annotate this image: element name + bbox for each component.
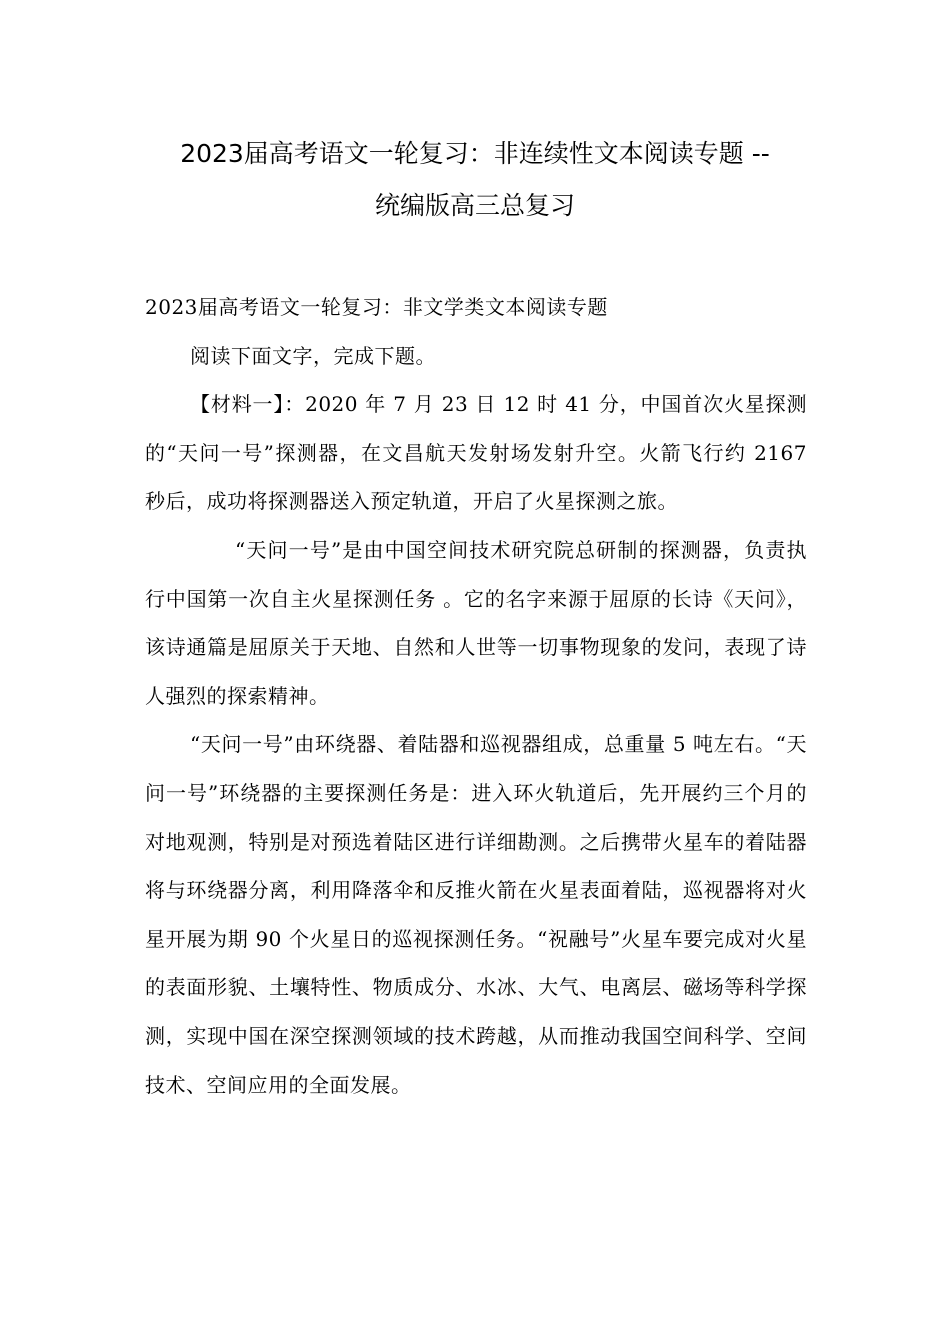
paragraph-tianwen-name: “天问一号”是由中国空间技术研究院总研制的探测器，负责执行中国第一次自主火星探测任务 。它的名字来源于屈原的长诗《天问》，该诗通篇是屈原关于天地、自然和人世等一切事物现象的发问，表现了诗人强烈的探索精神。 [145,537,807,708]
subheading: 2023届高考语文一轮复习：非文学类文本阅读专题 [145,295,608,319]
document-body [145,283,807,1109]
paragraph-tianwen-mission: “天问一号”由环绕器、着陆器和巡视器组成，总重量 5 吨左右。“天问一号”环绕器的主要探测任务是：进入环火轨道后，先开展约三个月的对地观测，特别是对预选着陆区进行详细勘测。之后携带火星车的着陆器将与环绕器分离，利用降落伞和反推火箭在火星表面着陆，巡视器将对火星开展为期 90 个火星日的巡视探测任务。“祝融号”火星车要完成对火星的表面形貌、土壤特性、物质成分、水冰、大气、电离层、磁场等科学探测，实现中国在深空探测领域的技术跨越，从而推动我国空间科学、空间技术、空间应用的全面发展。 [145,732,807,1097]
document-title [120,128,830,232]
title-line-2: 统编版高三总复习 [374,191,575,220]
paragraph-material-1: 【材料一】：2020 年 7 月 23 日 12 时 41 分，中国首次火星探测的“天问一号”探测器，在文昌航天发射场发射升空。火箭飞行约 2167 秒后，成功将探测器送入预定轨道，开启了火星探测之旅。 [145,392,807,514]
title-line-1: 2023届高考语文一轮复习：非连续性文本阅读专题 -- [180,139,770,168]
instruction: 阅读下面文字，完成下题。 [190,343,436,368]
